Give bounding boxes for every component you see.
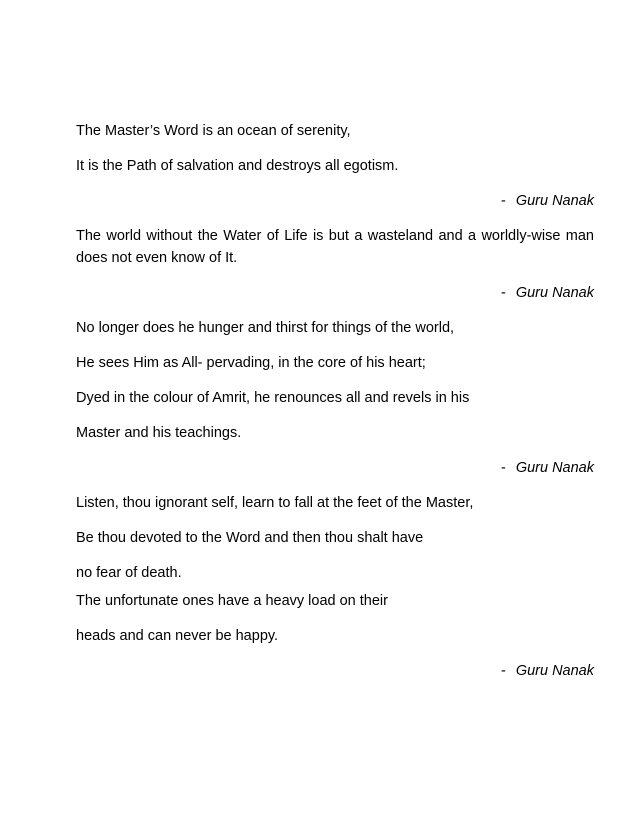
attribution-author: Guru Nanak	[515, 193, 594, 209]
quote-4-attribution	[76, 660, 594, 682]
quote-4-line-5: heads and can never be happy.	[76, 628, 279, 644]
quote-4-line-2: Be thou devoted to the Word and then thou shalt have	[76, 530, 424, 546]
quote-4-line-1: Listen, thou ignorant self, learn to fall at the feet of the Master,	[76, 495, 474, 511]
attribution-dash: -	[500, 460, 506, 476]
quote-1-line-2: It is the Path of salvation and destroys all egotism.	[76, 158, 399, 174]
attribution-dash: -	[500, 663, 506, 679]
quote-3-attribution	[76, 457, 594, 479]
quote-1-attribution	[76, 190, 594, 212]
quote-4	[76, 492, 594, 647]
attribution-author: Guru Nanak	[515, 663, 594, 679]
attribution-dash: -	[500, 285, 506, 301]
quote-1-line-1: The Master’s Word is an ocean of serenity,	[76, 123, 351, 139]
quote-4-line-4: The unfortunate ones have a heavy load on their	[76, 593, 388, 609]
attribution-author: Guru Nanak	[515, 285, 594, 301]
quote-3-line-1: No longer does he hunger and thirst for things of the world,	[76, 320, 455, 336]
quote-3-line-2: He sees Him as All- pervading, in the core of his heart;	[76, 355, 426, 371]
quote-3	[76, 317, 594, 444]
quote-2-attribution	[76, 282, 594, 304]
quote-2-text: The world without the Water of Life is but a wasteland and a worldly-wise man does not even know of It.	[76, 228, 594, 266]
quote-3-line-3: Dyed in the colour of Amrit, he renounces all and revels in his	[76, 390, 470, 406]
attribution-dash: -	[500, 193, 506, 209]
attribution-author: Guru Nanak	[515, 460, 594, 476]
quote-3-line-4: Master and his teachings.	[76, 425, 242, 441]
quote-1	[76, 120, 594, 177]
quote-4-line-3: no fear of death.	[76, 565, 182, 581]
document-content	[76, 120, 594, 695]
